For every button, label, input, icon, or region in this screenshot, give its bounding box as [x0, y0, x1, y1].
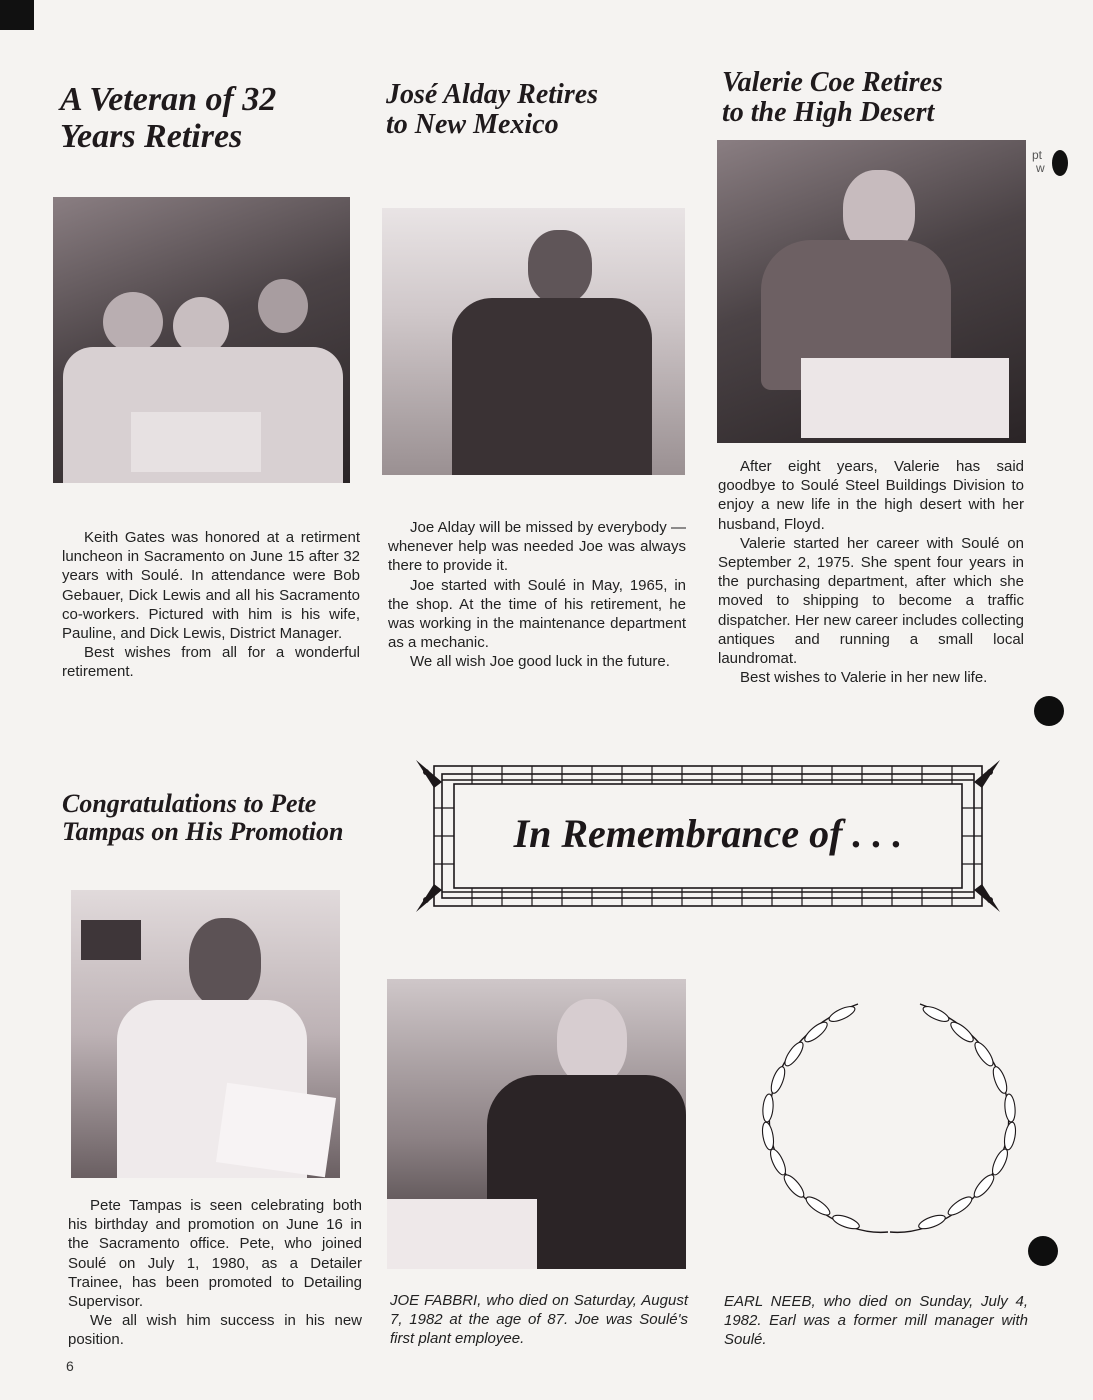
photo-pete-tampas	[71, 890, 340, 1178]
binder-hole-top	[1034, 696, 1064, 726]
article-coe-body: After eight years, Valerie has said goodbye to Soulé Steel Buildings Division to enjoy a new life in the high desert with her husband, Floyd. Valerie started her career with Soulé on September 2, 1975. She spent four years in the purchasing department, after which she moved to shipping to become a traffic dispatcher. Her new career includes collecting antiques and running a small local laundromat. Best wishes to Valerie in her new life.	[718, 458, 1024, 687]
remembrance-banner	[412, 758, 1004, 914]
photo-keith-gates	[53, 197, 350, 483]
headline-jose-alday-retires: José Alday Retires to New Mexico	[386, 79, 599, 141]
headline-veteran-retires: A Veteran of 32 Years Retires	[60, 81, 277, 155]
photo-joe-fabbri	[387, 979, 686, 1269]
photo-valerie-coe	[717, 140, 1026, 443]
headline-pete-tampas-promotion: Congratulations to Pete Tampas on His Promotion	[62, 789, 344, 847]
binder-hole-bottom	[1028, 1236, 1058, 1266]
caption-earl-neeb: EARL NEEB, who died on Sunday, July 4, 1982. Earl was a former mill manager with Soulé.	[724, 1293, 1028, 1348]
article-veteran-body: Keith Gates was honored at a retirment luncheon in Sacramento on June 15 after 32 years with Soulé. In attendance were Bob Gebauer, Dick Lewis and all his Sacramento co-workers. Pictured with him is his wife, Pauline, and Dick Lewis, District Manager. Best wishes from all for a wonderful retirement.	[62, 529, 360, 681]
headline-valerie-coe-retires: Valerie Coe Retires to the High Desert	[722, 67, 943, 129]
edge-tab: pt w	[1032, 148, 1072, 182]
article-tampas-body: Pete Tampas is seen celebrating both his birthday and promotion on June 16 in the Sacramento office. Pete, who joined Soulé on July 1, 1980, as a Detailer Trainee, has been promoted to Detailing Supervisor. We all wish him success in his new position.	[68, 1197, 362, 1349]
remembrance-title: In Remembrance of . . .	[513, 811, 903, 856]
caption-joe-fabbri: JOE FABBRI, who died on Saturday, August 7, 1982 at the age of 87. Joe was Soulé's first plant employee.	[390, 1292, 688, 1347]
scan-corner-mark	[0, 0, 34, 30]
page-number: 6	[66, 1358, 74, 1374]
photo-joe-alday	[382, 208, 685, 475]
article-alday-body: Joe Alday will be missed by everybody — whenever help was needed Joe was always there to provide it. Joe started with Soulé in May, 1965, in the shop. At the time of his retirement, he was working in the maintenance department as a mechanic. We all wish Joe good luck in the future.	[388, 519, 686, 671]
laurel-wreath-icon	[738, 996, 1040, 1244]
